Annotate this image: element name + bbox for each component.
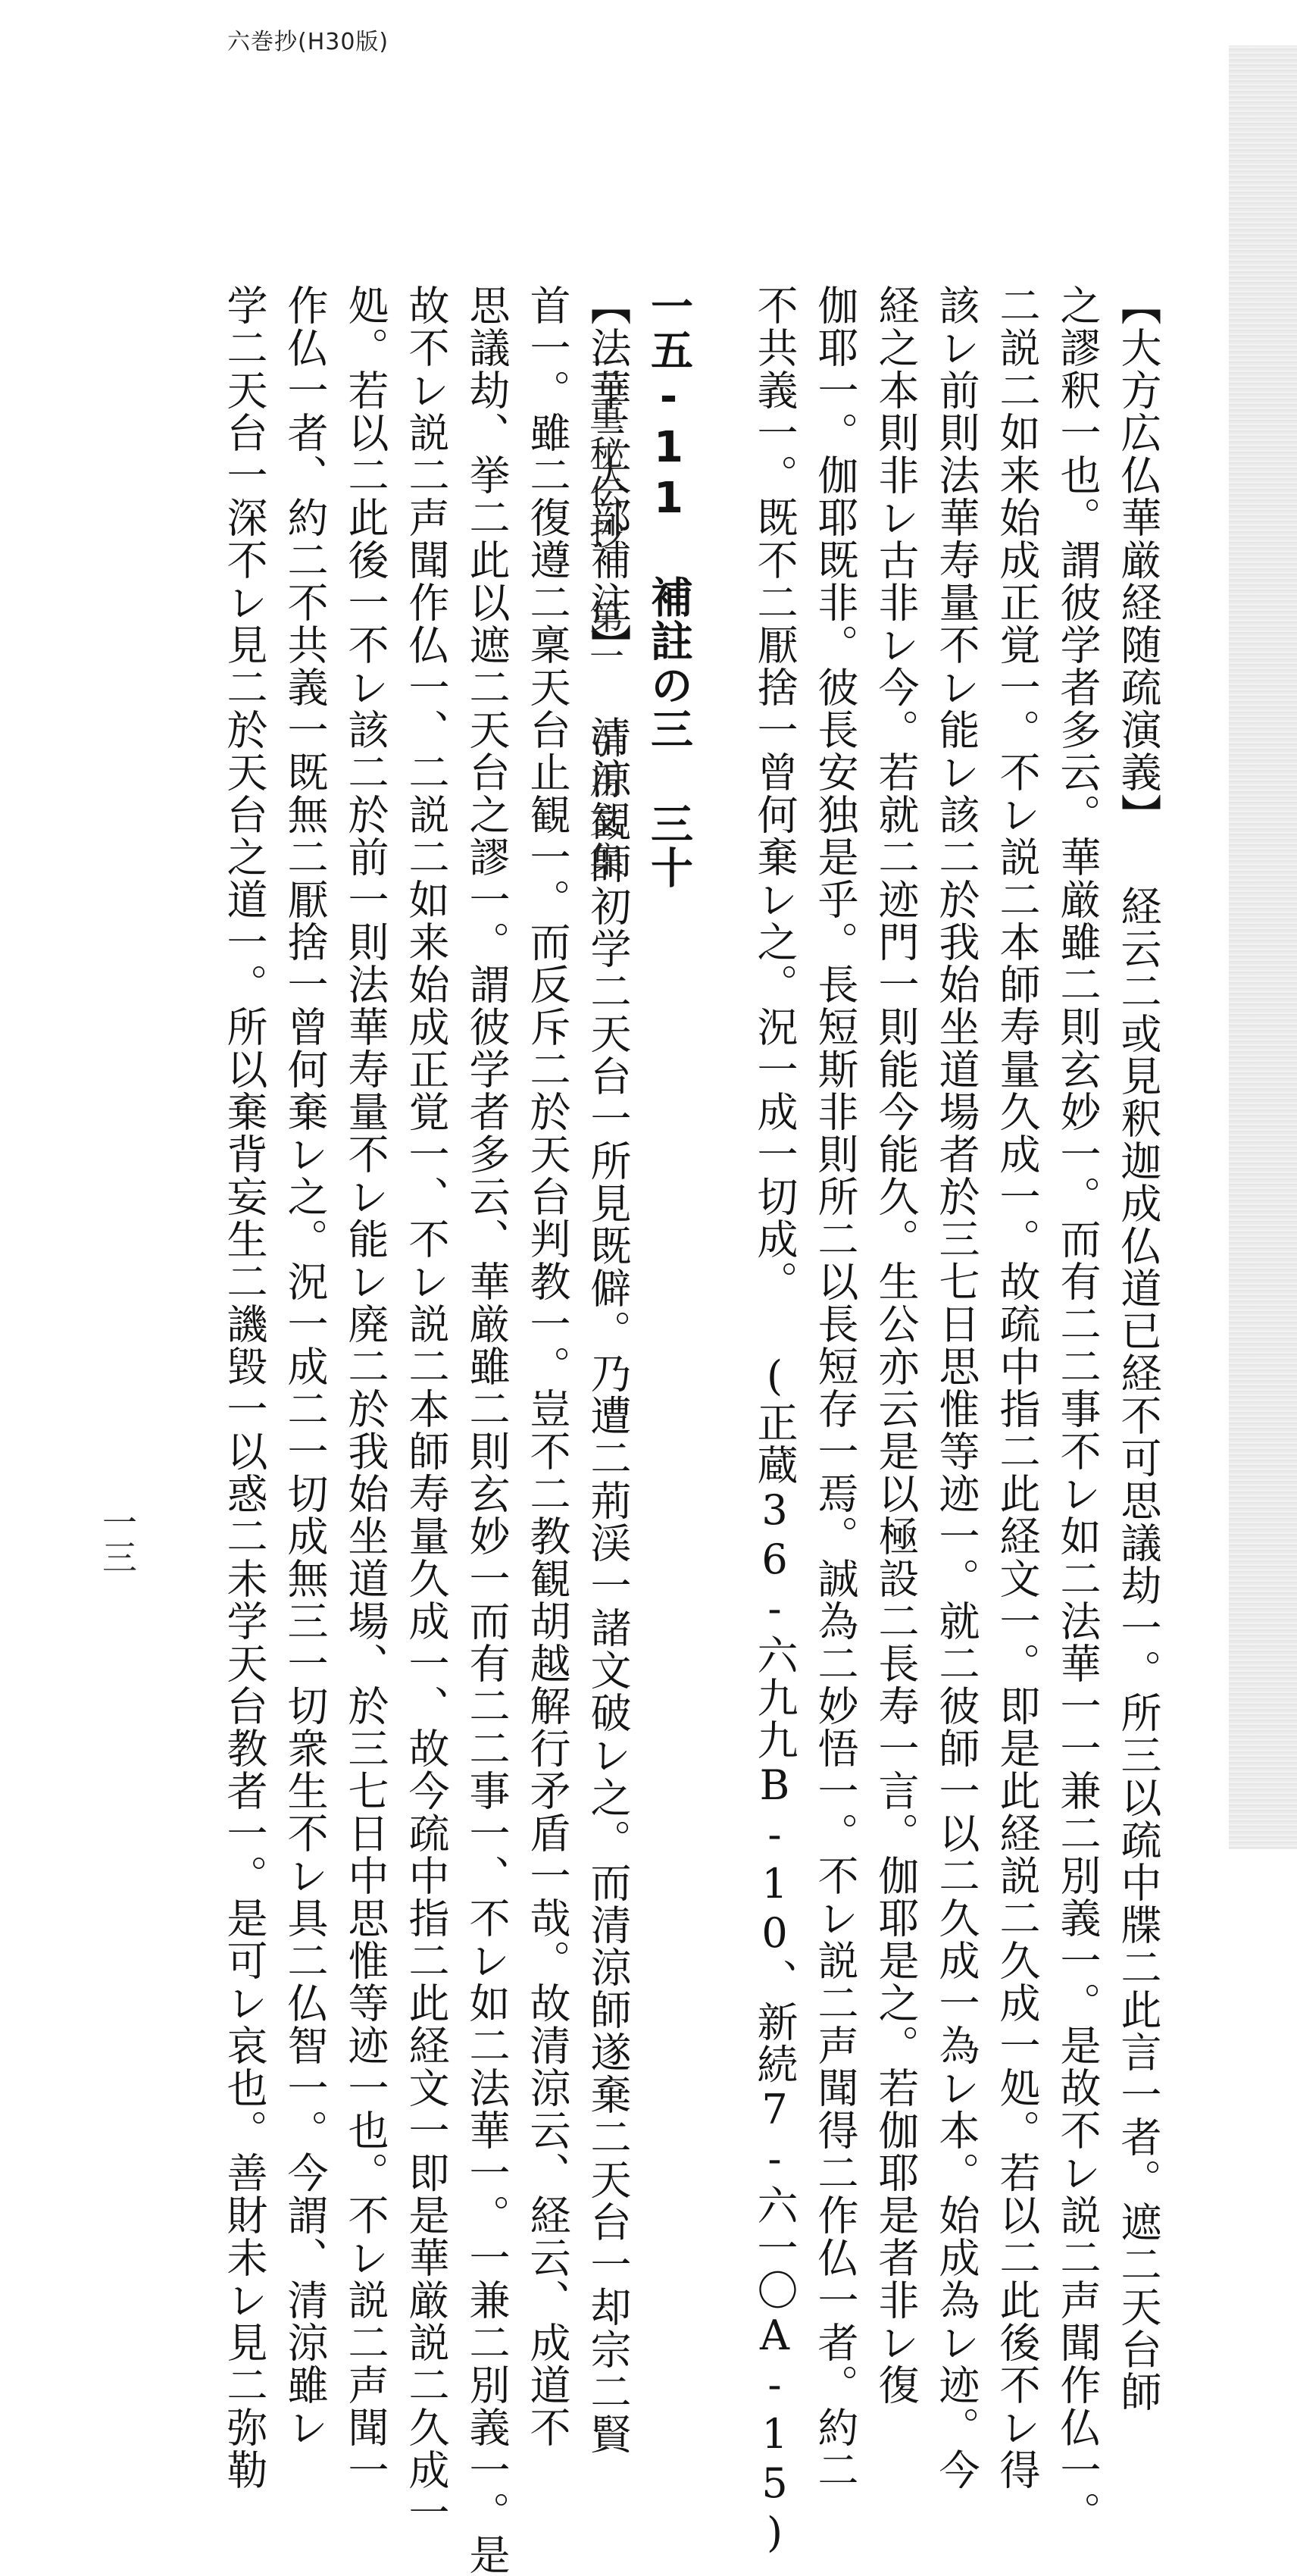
text-column-5: 経之本則非レ古非レ今。若就二迹門一則能今能久。生公亦云是以極設二長寿一言。伽耶是之。若伽耶是者非レ復 (872, 284, 920, 2406)
text-column-15: 学二天台一深不レ見二於天台之道一。所以棄背妄生二譏毀一以惑二未学天台教者一。是可レ哀也。善財未レ見二弥勒 (220, 284, 268, 2491)
running-header: 六巻抄(H30版) (227, 29, 389, 55)
text-column-6: 伽耶一。伽耶既非。彼長安独是乎。長短斯非則所二以長短存一焉。誠為二妙悟一。不レ説二声聞得二作仏一者。約二 (811, 284, 859, 2491)
footer-book-section: 三重秘伝抄 第一 引用文集 (584, 356, 625, 881)
binding-gutter-shade (1229, 45, 1297, 1849)
section-heading: 一五-11 補註の三 三十 (644, 284, 693, 890)
text-column-2: 之謬釈一也。謂彼学者多云。華厳雖二則玄妙一。而有二二事不レ如二法華一一兼二別義一。是故不レ説二声聞作仏一。 (1054, 284, 1102, 2534)
text-column-1: 【大方広仏華厳経随疏演義】 経云二或見釈迦成仏道已経不可思議劫一。所三以疏中牒二此言一者。遮二天台師 (1114, 284, 1162, 2413)
column-spacer (706, 284, 736, 1709)
page-number: 一三 (97, 1504, 138, 1574)
page-footer (80, 356, 630, 881)
text-column-7: 不共義一。既不二厭捨一曾何棄レ之。況一成一切成。 (正蔵36-六九九B-10、新続7-六一〇A-15) (751, 284, 799, 2558)
text-column-4: 該レ前則法華寿量不レ能レ該二於我始坐道場者於三七日思惟等迹一。就二彼師一以二久成一為レ本。始成為レ迹。今 (933, 284, 980, 2491)
text-column-10: 首一。雖二復遵二稟天台止観一。而反斥二於天台判教一。豈不二教観胡越解行矛盾一哉。故清涼云、経云、成道不 (523, 284, 571, 2449)
text-column-14: 作仏一者、約二不共義一既無二厭捨一曾何棄レ之。況一成二一切成無三一切衆生不レ具二仏智一。今謂、清涼雖レ (281, 284, 329, 2449)
text-column-9: 【法華三大部補注】 清涼観師初学二天台一所見既僻。乃遭二荊渓一諸文破レ之。而清涼師遂棄二天台一却宗二賢 (584, 284, 632, 2455)
text-column-12: 故不レ説二声聞作仏一、二説二如来始成正覚一、不レ説二本師寿量久成一、故今疏中指二此経文一即是華厳説二久成一 (402, 284, 450, 2534)
text-column-13: 処。若以二此後一不レ該二於前一則法華寿量不レ能レ廃二於我始坐道場、於三七日中思惟等迹一也。不レ説二声聞一 (342, 284, 389, 2491)
text-column-11: 思議劫、挙二此以遮二天台之謬一。謂彼学者多云、華厳雖二則玄妙一而有二二事一、不レ如二法華一。一兼二別義一。是 (463, 284, 511, 2576)
text-column-3: 二説二如来始成正覚一。不レ説二本師寿量久成一。故疏中指二此経文一。即是此経説二久成一処。若以二此後不レ得 (993, 284, 1041, 2491)
